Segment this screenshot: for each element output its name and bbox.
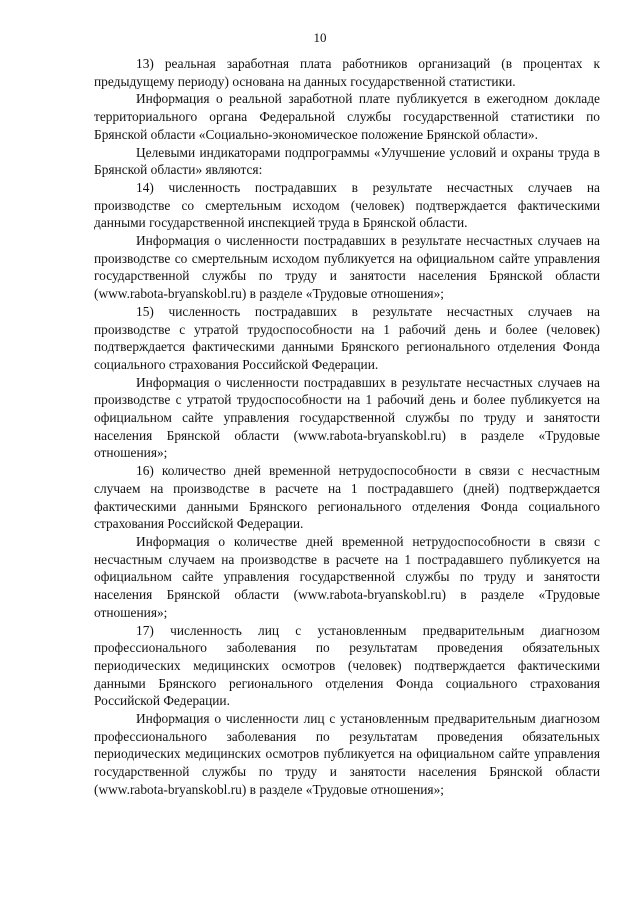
paragraph-real-wage-info: Информация о реальной заработной плате публикуется в ежегодном докладе территориального органа Федеральной службы государственной статистики по Брянской области «Социально-экономическое положение Брянской области». [94,91,600,142]
paragraph-indicator-13: 13) реальная заработная плата работников организаций (в процентах к предыдущему периоду) основана на данных государственной статистики. [94,56,600,89]
paragraph-indicator-17: 17) численность лиц с установленным предварительным диагнозом профессионального заболевания по результатам проведения обязательных периодических медицинских осмотров (человек) подтверждается фактическими данными Брянского регионального отделения Фонда социального страхования Российской Федерации. [94,622,600,709]
paragraph-fatal-injuries-info: Информация о численности пострадавших в результате несчастных случаев на производстве со смертельным исходом публикуется на официальном сайте управления государственной службы по труду и занятости населения Брянской области (www.rabota-bryanskobl.ru) в разделе «Трудовые отношения»; [94,233,600,302]
paragraph-subprogram-indicators: Целевыми индикаторами подпрограммы «Улучшение условий и охраны труда в Брянской области» являются: [94,144,600,178]
paragraph-occupational-disease-info: Информация о численности лиц с установленным предварительным диагнозом профессионального заболевания по результатам проведения обязательных периодических медицинских осмотров публикуется на официальном сайте управления государственной службы по труду и занятости населения Брянской области (www.rabota-bryanskobl.ru) в разделе «Трудовые отношения»; [94,711,600,797]
paragraph-disability-injuries-info: Информация о численности пострадавших в результате несчастных случаев на производстве с утратой трудоспособности на 1 рабочий день и более публикуется на официальном сайте управления государственной службы по труду и занятости населения Брянской области (www.rabota-bryanskobl.ru) в разделе «Трудовые отношения»; [94,374,600,461]
paragraph-sick-days-info: Информация о количестве дней временной нетрудоспособности в связи с несчастным случаем на производстве в расчете на 1 пострадавшего публикуется на официальном сайте управления государственной службы по труду и занятости населения Брянской области (www.rabota-bryanskobl.ru) в разделе «Трудовые отношения»; [94,533,600,620]
paragraph-indicator-16: 16) количество дней временной нетрудоспособности в связи с несчастным случаем на производстве в расчете на 1 пострадавшего (дней) подтверждается фактическими данными Брянского регионального отделения Фонда социального страхования Российской Федерации. [94,463,600,532]
document-body [94,55,600,799]
paragraph-indicator-14: 14) численность пострадавших в результате несчастных случаев на производстве со смертельным исходом (человек) подтверждается фактическими данными государственной инспекцией труда в Брянской области. [94,179,600,231]
paragraph-indicator-15: 15) численность пострадавших в результате несчастных случаев на производстве с утратой трудоспособности на 1 рабочий день и более (человек) подтверждается фактическими данными Брянского регионального отделения Фонда социального страхования Российской Федерации. [94,303,600,372]
page-number: 10 [313,30,327,45]
